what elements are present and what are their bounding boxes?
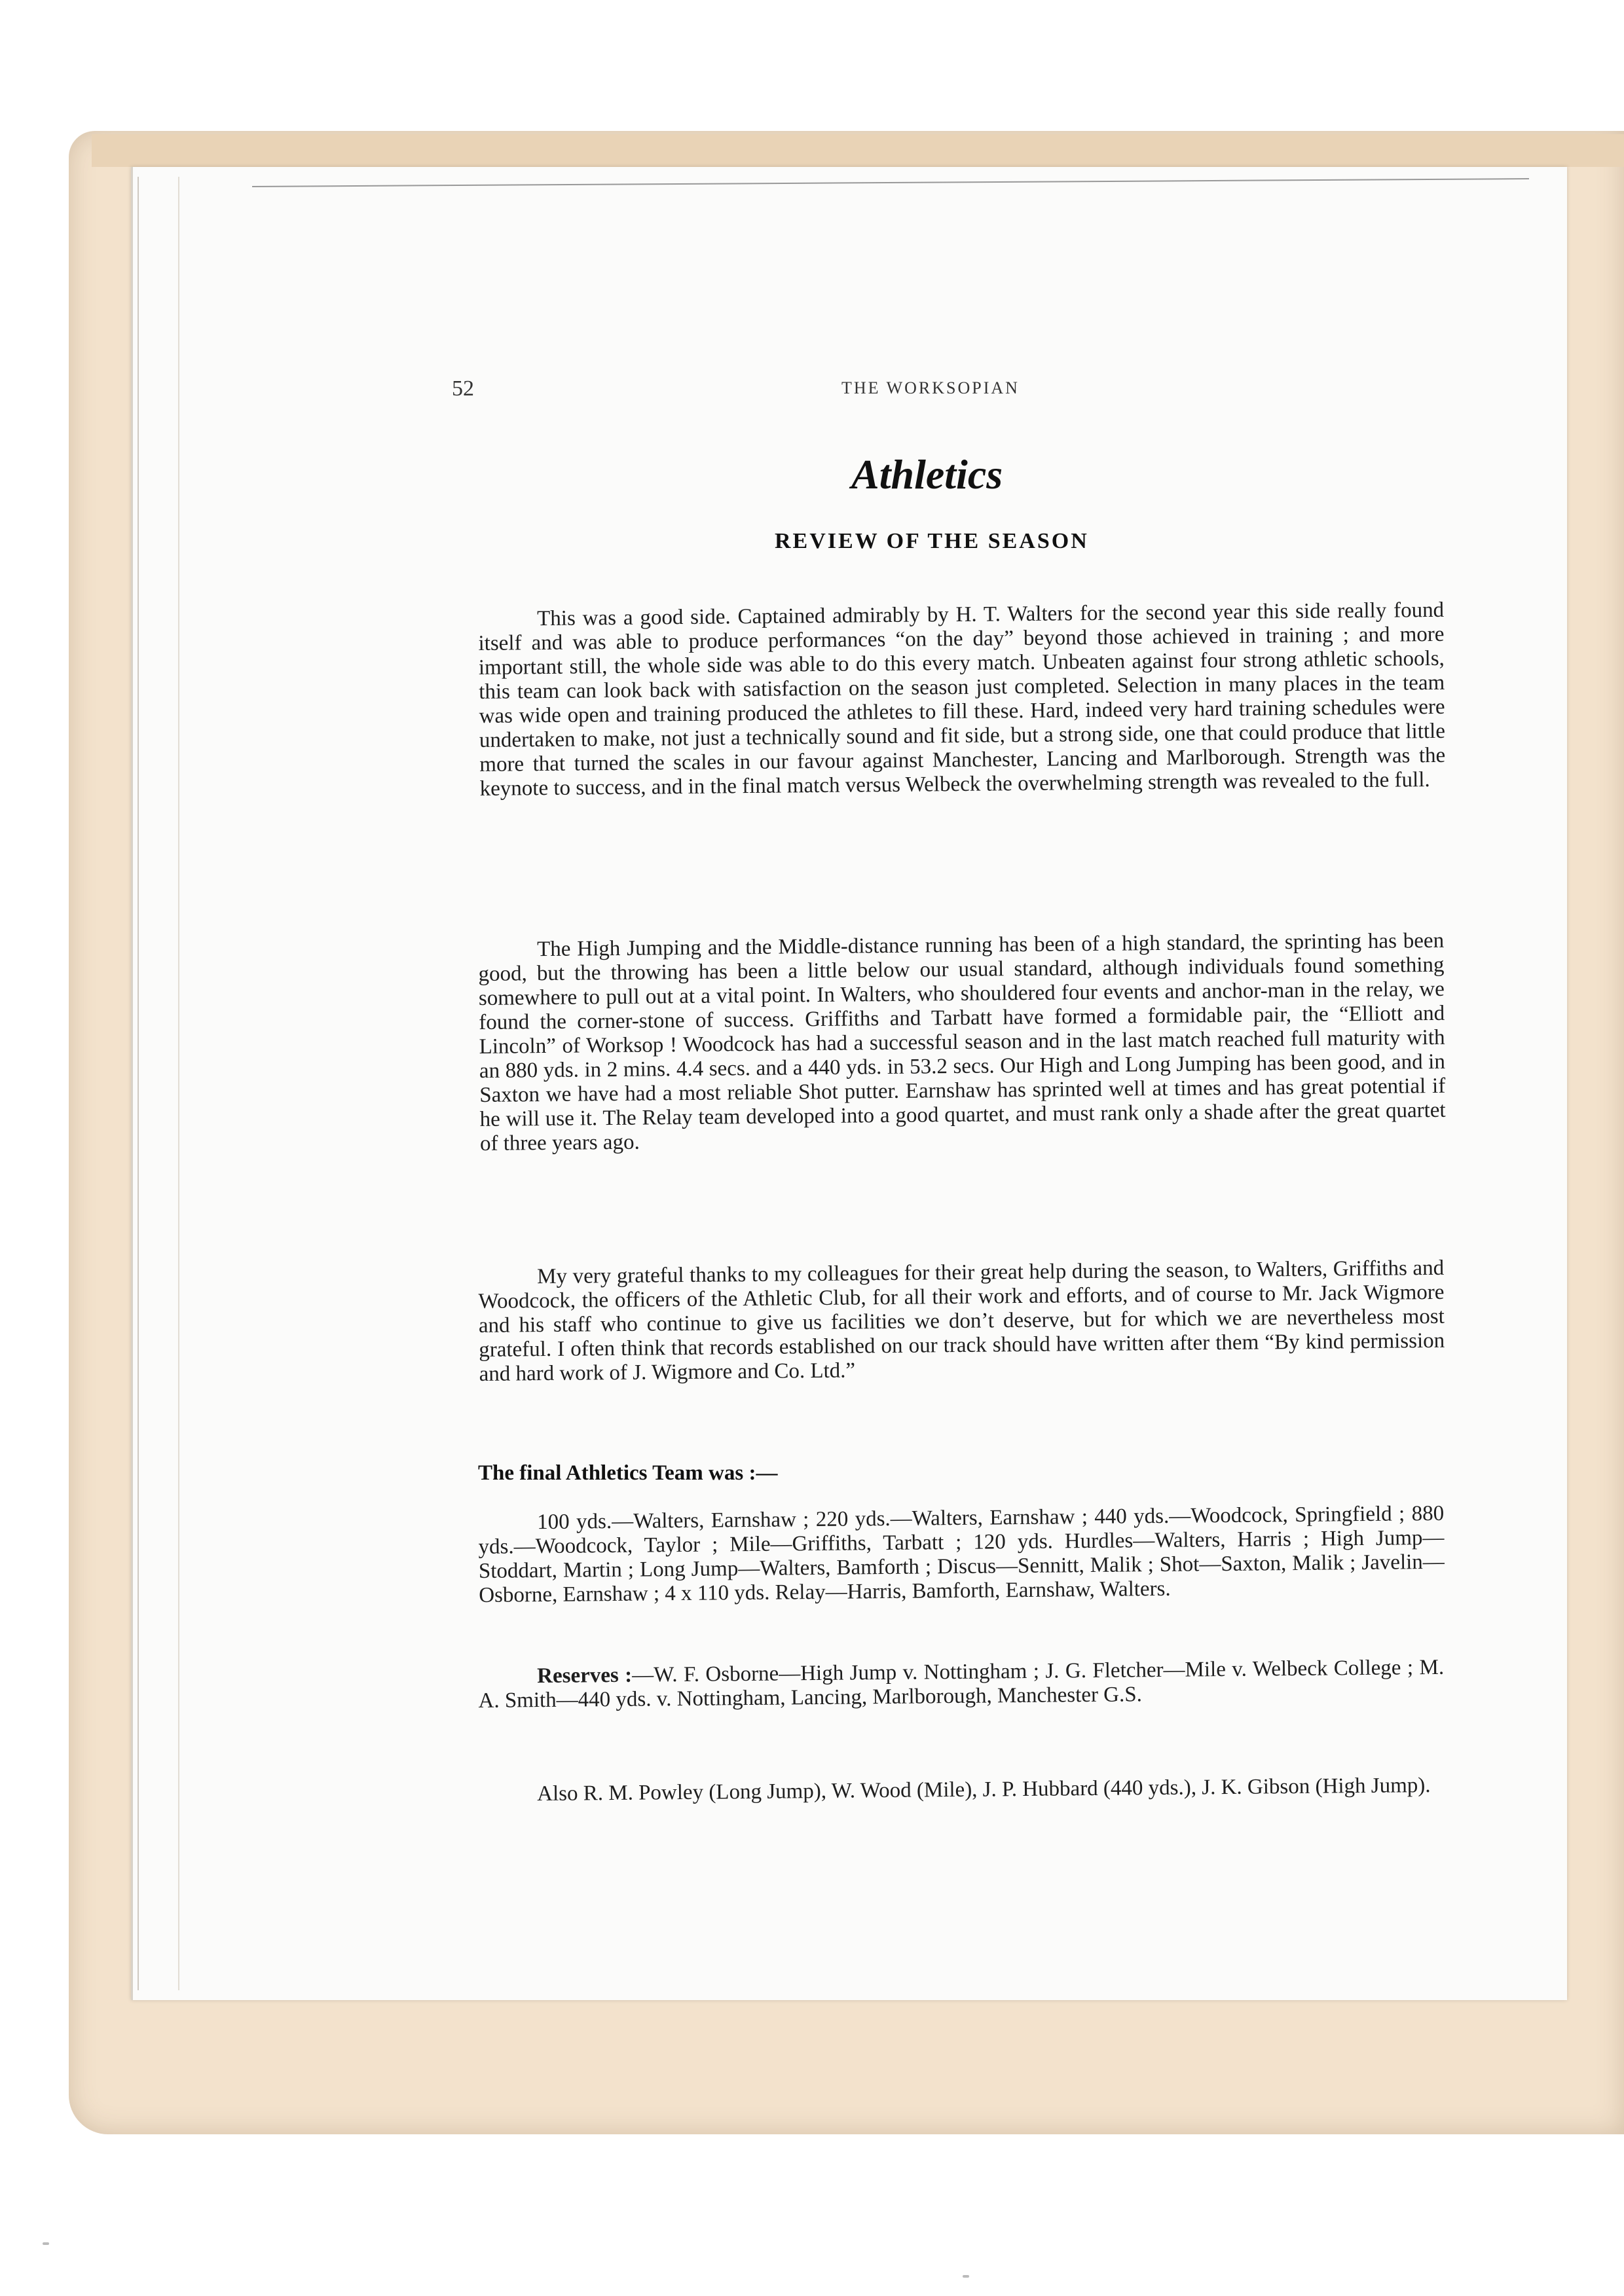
article-subtitle: REVIEW OF THE SEASON: [775, 529, 1089, 553]
also-paragraph: Also R. M. Powley (Long Jump), W. Wood (Mile), J. P. Hubbard (440 yds.), J. K. Gibson (High Jump).: [536, 1774, 1431, 1806]
reserves-text: —W. F. Osborne—High Jump v. Nottingham ; J. G. Fletcher—Mile v. Welbeck College ; M. A. Smith—440 yds. v. Nottingham, Lancing, Marlborough, Manchester G.S.: [478, 1655, 1445, 1713]
page-edge-stack: [138, 177, 179, 1990]
paragraph-1: This was a good side. Captained admirably by H. T. Walters for the second year this side really found itself and was able to produce performances “on the day” beyond those achieved in training ; and more important still, the whole side was able to do this every match. Unbeaten against four strong athletic schools, this team can look back with satisfaction on the season just completed. Selection in many places in the team was wide open and training produced the athletes to fill these. Hard, indeed very hard training schedules were undertaken to make, not just a technically sound and fit side, but a strong side, one that could produce that little more that turned the scales in our favour against Manchester, Lancing and Marlborough. Strength was the keynote to success, and in the final match versus Welbeck the overwhelming strength was revealed to the full.: [478, 598, 1446, 801]
running-head: THE WORKSOPIAN: [841, 378, 1020, 397]
page-number: 52: [452, 376, 474, 401]
binding-top-edge: [92, 134, 1624, 167]
scan-speck: [963, 2275, 969, 2278]
team-heading: The final Athletics Team was :—: [478, 1461, 778, 1485]
reserves-label: Reserves :: [536, 1663, 633, 1688]
article-title: Athletics: [851, 451, 1003, 498]
scan-speck: [43, 2242, 49, 2245]
paragraph-2: The High Jumping and the Middle-distance running has been of a high standard, the sprinting has been good, but the throwing has been a little below our usual standard, although individuals found something somewhere to pull out at a vital point. In Walters, who shouldered four events and anchor-man in the relay, we found the corner-stone of success. Griffiths and Tarbatt have formed a formidable pair, the “Elliott and Lincoln” of Worksop ! Woodcock has had a successful season and in the last match reached full maturity with an 880 yds. in 2 mins. 4.4 secs. and a 440 yds. in 53.2 secs. Our High and Long Jumping has been good, and in Saxton we have had a most reliable Shot putter. Earnshaw has sprinted well at times and has great potential if he will use it. The Relay team developed into a good quartet, and must rank only a shade after the great quartet of three years ago.: [478, 928, 1446, 1156]
paragraph-3: My very grateful thanks to my colleagues for their great help during the season, to Walters, Griffiths and Woodcock, the officers of the Athletic Club, for all their work and efforts, and of course to Mr. Jack Wigmore and his staff who continue to give us facilities we don’t deserve, but for which we are nevertheless most grateful. I often think that records established on our track should have written after them “By kind permission and hard work of J. Wigmore and Co. Ltd.”: [478, 1256, 1445, 1386]
reserves-paragraph: [478, 1656, 1445, 1713]
team-list: 100 yds.—Walters, Earnshaw ; 220 yds.—Walters, Earnshaw ; 440 yds.—Woodcock, Springfield ; 880 yds.—Woodcock, Taylor ; Mile—Griffiths, Tarbatt ; 120 yds. Hurdles—Walters, Harris ; High Jump—Stoddart, Martin ; Long Jump—Walters, Bamforth ; Discus—Sennitt, Malik ; Shot—Saxton, Malik ; Javelin—Osborne, Earnshaw ; 4 x 110 yds. Relay—Harris, Bamforth, Earnshaw, Walters.: [478, 1501, 1445, 1607]
